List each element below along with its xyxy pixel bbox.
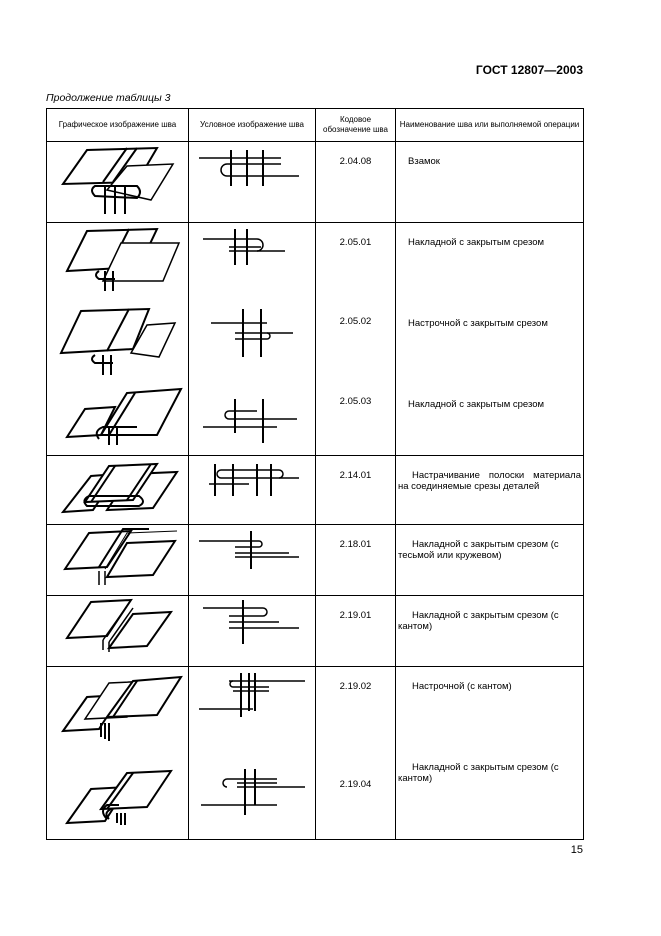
col-header-code: Кодовое обозначение шва — [316, 109, 396, 142]
table-row — [47, 456, 584, 525]
table-row — [47, 223, 584, 456]
seam-code-group — [316, 223, 396, 456]
table-row — [47, 596, 584, 667]
seam-symbol-group — [189, 223, 316, 456]
seam-symbol — [189, 525, 316, 596]
table-row — [47, 142, 584, 223]
seam-code: 2.05.03 — [339, 396, 372, 407]
seam-code: 2.05.02 — [339, 316, 372, 327]
seam-symbol — [189, 142, 316, 223]
seam-name: Накладной с закрытым срезом (с кантом) — [396, 596, 584, 667]
seam-name: Настрочной (с кантом) — [412, 681, 512, 692]
seam-name: Взамок — [396, 142, 584, 223]
seam-name: Накладной с закрытым срезом (с тесьмой или кружевом) — [396, 525, 584, 596]
seam-name-group — [396, 667, 584, 840]
standard-header: ГОСТ 12807—2003 — [475, 63, 583, 77]
seam-name: Настрочной с закрытым срезом — [408, 318, 548, 329]
page-number: 15 — [570, 844, 583, 856]
seam-code: 2.14.01 — [316, 456, 396, 525]
table-row — [47, 667, 584, 840]
seam-name: Настрачивание полоски материала на соединяемые срезы деталей — [396, 456, 584, 525]
seam-code: 2.04.08 — [316, 142, 396, 223]
seam-code: 2.18.01 — [316, 525, 396, 596]
col-header-symbol: Условное изображение шва — [189, 109, 316, 142]
seam-graphic-group — [47, 667, 189, 840]
table-header-row — [47, 109, 584, 142]
seam-graphic — [47, 456, 189, 525]
seam-name: Накладной с закрытым срезом — [408, 399, 545, 410]
seam-graphic — [47, 596, 189, 667]
seam-code: 2.19.02 — [339, 681, 372, 692]
seam-graphic — [47, 525, 189, 596]
seam-symbol — [189, 596, 316, 667]
seam-graphic-group — [47, 223, 189, 456]
seam-symbol-group — [189, 667, 316, 840]
col-header-graphic: Графическое изображение шва — [47, 109, 189, 142]
table-row — [47, 525, 584, 596]
seam-table — [46, 108, 584, 840]
seam-symbol — [189, 456, 316, 525]
table-caption: Продолжение таблицы 3 — [46, 92, 171, 104]
seam-name: Накладной с закрытым срезом (с кантом) — [398, 762, 559, 784]
seam-code-group — [316, 667, 396, 840]
seam-graphic — [47, 142, 189, 223]
seam-name: Накладной с закрытым срезом — [408, 237, 545, 248]
col-header-name: Наименование шва или выполняемой операции — [396, 109, 584, 142]
seam-code: 2.05.01 — [339, 237, 372, 248]
seam-code: 2.19.01 — [316, 596, 396, 667]
seam-code: 2.19.04 — [339, 779, 372, 790]
seam-name-group — [396, 223, 584, 456]
